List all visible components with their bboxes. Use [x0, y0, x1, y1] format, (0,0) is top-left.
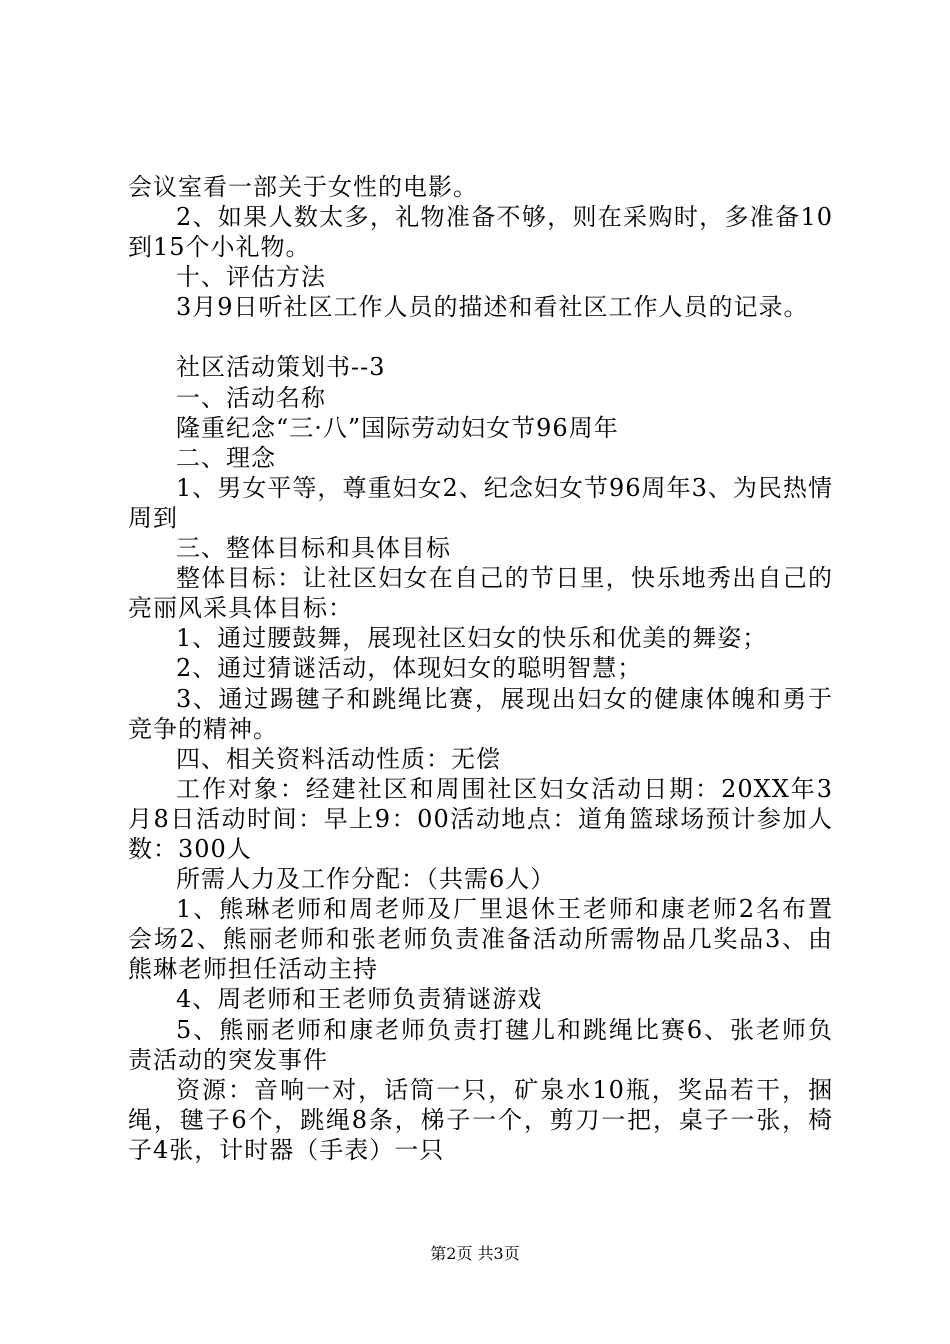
- section-title-plan-3: 社区活动策划书--3: [176, 353, 386, 382]
- document-body: [128, 172, 833, 1165]
- paragraph-overall-goal: 整体目标：让社区妇女在自己的节日里，快乐地秀出自己的亮丽风采具体目标：: [128, 564, 833, 623]
- paragraph-evaluation-detail: 3月9日听社区工作人员的描述和看社区工作人员的记录。: [176, 293, 809, 322]
- paragraph-continuation: 会议室看一部关于女性的电影。: [128, 173, 478, 201]
- paragraph-activity-name: 隆重纪念“三·八”国际劳动妇女节96周年: [176, 413, 619, 442]
- heading-activity-name: 一、活动名称: [176, 383, 326, 412]
- paragraph-gift-backup: 2、如果人数太多，礼物准备不够，则在采购时，多准备10到15个小礼物。: [128, 203, 833, 262]
- heading-related-info: 四、相关资料活动性质：无偿: [176, 744, 501, 773]
- list-item-goal-3: 3、通过踢毽子和跳绳比赛，展现出妇女的健康体魄和勇于竞争的精神。: [128, 684, 833, 743]
- list-item-staff-5: 5、熊丽老师和康老师负责打毽儿和跳绳比赛6、张老师负责活动的突发事件: [128, 1015, 833, 1074]
- heading-philosophy: 二、理念: [176, 443, 276, 472]
- heading-goals: 三、整体目标和具体目标: [176, 534, 451, 563]
- heading-evaluation-method: 十、评估方法: [176, 263, 326, 292]
- list-item-goal-1: 1、通过腰鼓舞，展现社区妇女的快乐和优美的舞姿；: [176, 624, 768, 653]
- paragraph-staffing: 所需人力及工作分配：（共需6人）: [176, 865, 556, 894]
- list-item-staff-4: 4、周老师和王老师负责猜谜游戏: [176, 985, 543, 1014]
- page-number-label: 第2页 共3页: [430, 1244, 520, 1263]
- page-footer: [0, 1244, 950, 1264]
- list-item-goal-2: 2、通过猜谜活动，体现妇女的聪明智慧；: [176, 654, 643, 683]
- list-item-staff-1: 1、熊琳老师和周老师及厂里退休王老师和康老师2名布置会场2、熊丽老师和张老师负责准备活动所需物品几奖品3、由熊琳老师担任活动主持: [128, 895, 833, 984]
- paragraph-philosophy: 1、男女平等，尊重妇女2、纪念妇女节96周年3、为民热情周到: [128, 473, 833, 532]
- paragraph-work-target: 工作对象：经建社区和周围社区妇女活动日期：20XX年3月8日活动时间：早上9：00活动地点：道角篮球场预计参加人数：300人: [128, 774, 833, 863]
- paragraph-resources: 资源：音响一对，话筒一只，矿泉水10瓶，奖品若干，捆绳，毽子6个，跳绳8条，梯子一个，剪刀一把，桌子一张，椅子4张，计时器（手表）一只: [128, 1075, 833, 1164]
